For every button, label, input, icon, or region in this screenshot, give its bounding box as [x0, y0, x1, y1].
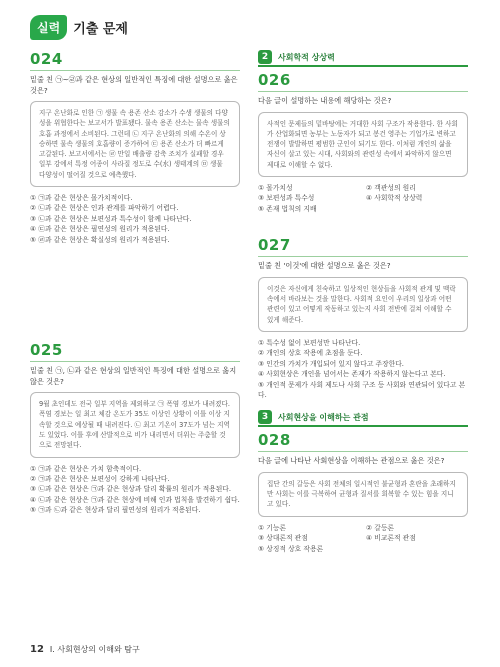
section-title: 사회현상을 이해하는 관점: [278, 412, 369, 422]
section-header-2: [258, 50, 468, 67]
page-header: [30, 12, 128, 42]
answer-choices: [30, 193, 240, 245]
question-number: 026: [258, 71, 468, 92]
question-text: 밑줄 친 ㉠, ㉡과 같은 현상의 일반적인 특징에 대한 설명으로 옳지 않은 것은?: [30, 366, 237, 386]
answer-choices: [258, 183, 468, 214]
section-header-3: [258, 410, 468, 427]
choice-3[interactable]: ③ ㉡과 같은 현상은 보편성과 특수성이 함께 나타난다.: [30, 214, 192, 223]
choice-2[interactable]: ② 갈등론: [366, 523, 394, 532]
question-text: 다음 글이 설명하는 내용에 해당하는 것은?: [258, 96, 392, 105]
choice-4[interactable]: ④ ㉡과 같은 현상은 ㉠과 같은 현상에 비해 인과 법칙을 발견하기 쉽다.: [30, 495, 240, 504]
choice-1[interactable]: ① 기능론: [258, 523, 286, 532]
passage-box: 9월 초인데도 전국 일부 지역을 제외하고 ㉠ 폭염 경보가 내려졌다. 폭염 경보는 일 최고 체감 온도가 35도 이상인 상황이 이틀 이상 지속할 것으로 예상될 때 내려진다. ㉡ 최고 기온이 37도가 넘는 지역도 있었다. 이틀 후에 산발적으로 비가 내리면서 더위는 주춤할 것으로 전망된다.: [30, 392, 240, 457]
choice-1[interactable]: ① 몰가치성: [258, 183, 293, 192]
choice-5[interactable]: ⑤ 존재 법칙의 지배: [258, 204, 317, 213]
choice-4[interactable]: ④ 사회현상은 개인을 넘어서는 존재가 작용하지 않는다고 본다.: [258, 370, 446, 379]
choice-3[interactable]: ③ 보편성과 특수성: [258, 194, 315, 203]
choice-2[interactable]: ② ㉡과 같은 현상은 인과 관계를 파악하기 어렵다.: [30, 204, 179, 213]
section-number: 3: [258, 410, 272, 424]
choice-5[interactable]: ⑤ ㉣과 같은 현상은 확실성의 원리가 적용된다.: [30, 235, 170, 244]
section-title: 사회학적 상상력: [278, 52, 335, 62]
question-number: 027: [258, 236, 468, 257]
question-number: 028: [258, 431, 468, 452]
choice-5[interactable]: ⑤ 상징적 상호 작용론: [258, 544, 324, 553]
question-number: 024: [30, 50, 240, 71]
page-footer: [30, 644, 140, 655]
question-028: [258, 431, 468, 554]
passage-box: 사적인 문제들의 밑바탕에는 거대한 사회 구조가 작용한다. 한 사회가 산업화되면 농부는 노동자가 되고 봉건 영주는 기업가로 변하고 전쟁이 발발하면 평범한 군인이 되기도 한다. 이처럼 개인의 삶을 자신이 살고 있는 시대, 사회와의 관련성 속에서 파악하지 않으면 제대로 이해할 수 없다.: [258, 112, 468, 177]
choice-1[interactable]: ① 특수성 없이 보편성만 나타난다.: [258, 338, 361, 347]
choice-4[interactable]: ④ ㉢과 같은 현상은 필연성의 원리가 적용된다.: [30, 225, 170, 234]
answer-choices: [30, 464, 240, 516]
choice-1[interactable]: ① ㉠과 같은 현상은 가치 함축적이다.: [30, 464, 142, 473]
passage-box: 집단 간의 갈등은 사회 전체의 일시적인 불균형과 혼란을 초래하지만 사회는 이를 극복하여 균형과 질서를 회복할 수 있는 힘을 지니고 있다.: [258, 472, 468, 517]
choice-2[interactable]: ② ㉠과 같은 현상은 보편성이 강하게 나타난다.: [30, 475, 170, 483]
question-text: 밑줄 친 ㉠~㉣과 같은 현상의 일반적인 특징에 대한 설명으로 옳은 것은?: [30, 75, 238, 95]
question-026: [258, 71, 468, 214]
left-column: [30, 50, 240, 516]
choice-1[interactable]: ① ㉠과 같은 현상은 몰가치적이다.: [30, 194, 133, 203]
passage-box: 지구 온난화로 인한 ㉠ 생물 속 용존 산소 감소가 수생 생물의 다양성을 위협한다는 보고서가 발표됐다. 물속 용존 산소는 물속 생물의 호흡 과정에서 소비된다. 그런데 ㉡ 지구 온난화의 의해 수온이 상승하면 물속 생물의 호흡량이 증가하여 ㉢ 용존 산소가 더 빠르게 고갈된다. 보고서에서는 ㉣ 만일 배출량 감축 조치가 실패할 경우 일부 강에서 특정 어종이 사라질 정도로 수(水) 생태계의 ㉤ 생물 다양성이 떨어질 것으로 예측했다.: [30, 101, 240, 187]
answer-choices: [258, 338, 468, 400]
choice-2[interactable]: ② 개인의 상호 작용에 초점을 둔다.: [258, 349, 363, 358]
question-text: 밑줄 친 '이것'에 대한 설명으로 옳은 것은?: [258, 261, 391, 271]
right-column: [258, 50, 468, 554]
chapter-title: I. 사회현상의 이해와 탐구: [49, 645, 140, 654]
choice-5[interactable]: ⑤ ㉠과 ㉡과 같은 현상과 달리 필연성의 원리가 적용된다.: [30, 506, 201, 515]
question-025: [30, 341, 240, 516]
question-text: 다음 글에 나타난 사회현상을 이해하는 관점으로 옳은 것은?: [258, 456, 445, 466]
choice-3[interactable]: ③ ㉡과 같은 현상은 ㉠과 같은 현상과 달리 확률의 원리가 적용된다.: [30, 485, 232, 494]
passage-box: 이것은 자신에게 친숙하고 일상적인 현상들을 사회적 관계 및 맥락 속에서 바라보는 것을 말한다. 사회적 요인이 우리의 일상과 어떤 관련이 있고 어떻게 작동하고 있는지 사회 전반에 걸쳐 이해할 수 있게 해준다.: [258, 277, 468, 332]
section-number: 2: [258, 50, 272, 64]
choice-3[interactable]: ③ 인간의 가치가 개입되어 있지 않다고 주장한다.: [258, 359, 404, 368]
level-badge: 실력: [30, 15, 67, 40]
question-number: 025: [30, 341, 240, 362]
choice-2[interactable]: ② 객관성의 원리: [366, 183, 416, 192]
choice-3[interactable]: ③ 상대론적 관점: [258, 534, 308, 543]
choice-4[interactable]: ④ 사회학적 상상력: [366, 194, 423, 203]
question-027: [258, 236, 468, 400]
answer-choices: [258, 523, 468, 554]
page-number: 12: [30, 644, 44, 655]
question-024: [30, 50, 240, 245]
choice-5[interactable]: ⑤ 개인적 문제가 사회 제도나 사회 구조 등 사회와 연관되어 있다고 본다.: [258, 380, 466, 399]
page-header-title: 기출 문제: [73, 21, 128, 37]
choice-4[interactable]: ④ 비교론적 관점: [366, 534, 416, 543]
